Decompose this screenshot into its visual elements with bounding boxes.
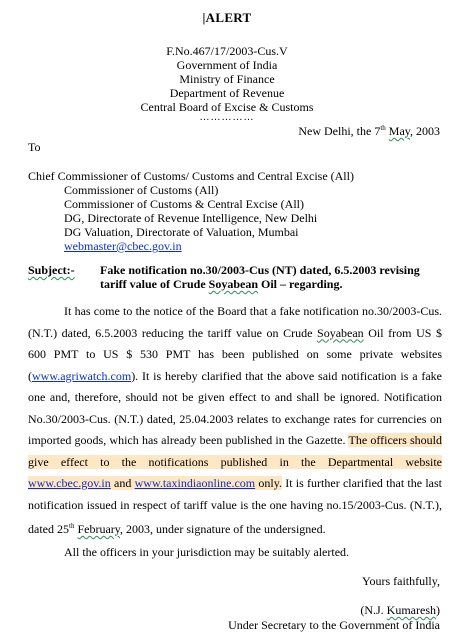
subject-text: Fake notification no.30/2003-Cus (NT) dated, 6.5.2003 revising tariff value of Crude Soyabean Oil – regarding. xyxy=(100,263,420,291)
body-paragraph: It has come to the notice of the Board that a fake notification no.30/2003-Cus. (N.T.) dated, 6.5.2003 reducing the tariff value on Crude Soyabean Oil from US $ 600 PMT to US $ 530 PMT has been published on some private websites (www.agriwatch.com). It is hereby clarified that the above said notification is a fake one and, therefore, should not be given effect to and shall be ignored. Notification No.30/2003-Cus. (N.T.) dated, 25.04.2003 relates to exchange rates for currencies on imported goods, which has already been published in the Gazette. The officers should give effect to the notifications published in the Departmental website www.cbec.gov.in and www.taxindiaonline.com only. It is further clarified that the last notification issued in respect of tariff value is the one having no.15/2003-Cus. (N.T.), dated 25th February, 2003, under signature of the undersigned. xyxy=(28,304,443,536)
board-line: Central Board of Excise & Customs xyxy=(140,100,314,114)
to-label: To xyxy=(28,140,41,154)
addressee-line: Commissioner of Customs (All) xyxy=(64,183,219,197)
text-cursor: | xyxy=(202,10,206,25)
agriwatch-link[interactable]: www.agriwatch.com xyxy=(32,368,132,383)
cbec-link[interactable]: www.cbec.gov.in xyxy=(28,476,111,490)
alert-instruction: All the officers in your jurisdiction may be suitably alerted. xyxy=(64,545,350,559)
email-link[interactable]: webmaster@cbec.gov.in xyxy=(64,239,182,253)
page-title: |ALERT xyxy=(202,10,252,25)
addressee-line: DG Valuation, Directorate of Valuation, Mumbai xyxy=(64,225,299,239)
subject-label: Subject:- xyxy=(28,263,75,277)
highlighted-text: The officers should give effect to the notifications published in the Departmental website www.cbec.gov.in and www.taxindiaonline.com only. xyxy=(28,433,442,490)
signatory-name: (N.J. Kumaresh) xyxy=(360,603,440,617)
signatory-designation: Under Secretary to the Government of India xyxy=(228,618,440,632)
closing-salutation: Yours faithfully, xyxy=(361,574,440,588)
letter-date: New Delhi, the 7th May, 2003 xyxy=(298,124,440,138)
addressee-line: Commissioner of Customs & Central Excise (All) xyxy=(64,197,304,211)
taxindiaonline-link[interactable]: www.taxindiaonline.com xyxy=(134,476,256,490)
separator-dots: …………… xyxy=(199,112,255,123)
ministry-line: Ministry of Finance xyxy=(179,72,275,86)
govt-line: Government of India xyxy=(176,58,278,72)
file-number: F.No.467/17/2003-Cus.V xyxy=(166,44,288,58)
addressee-line: DG, Directorate of Revenue Intelligence, New Delhi xyxy=(64,211,318,225)
department-line: Department of Revenue xyxy=(169,86,285,100)
addressee-line: Chief Commissioner of Customs/ Customs and Central Excise (All) xyxy=(28,169,354,183)
